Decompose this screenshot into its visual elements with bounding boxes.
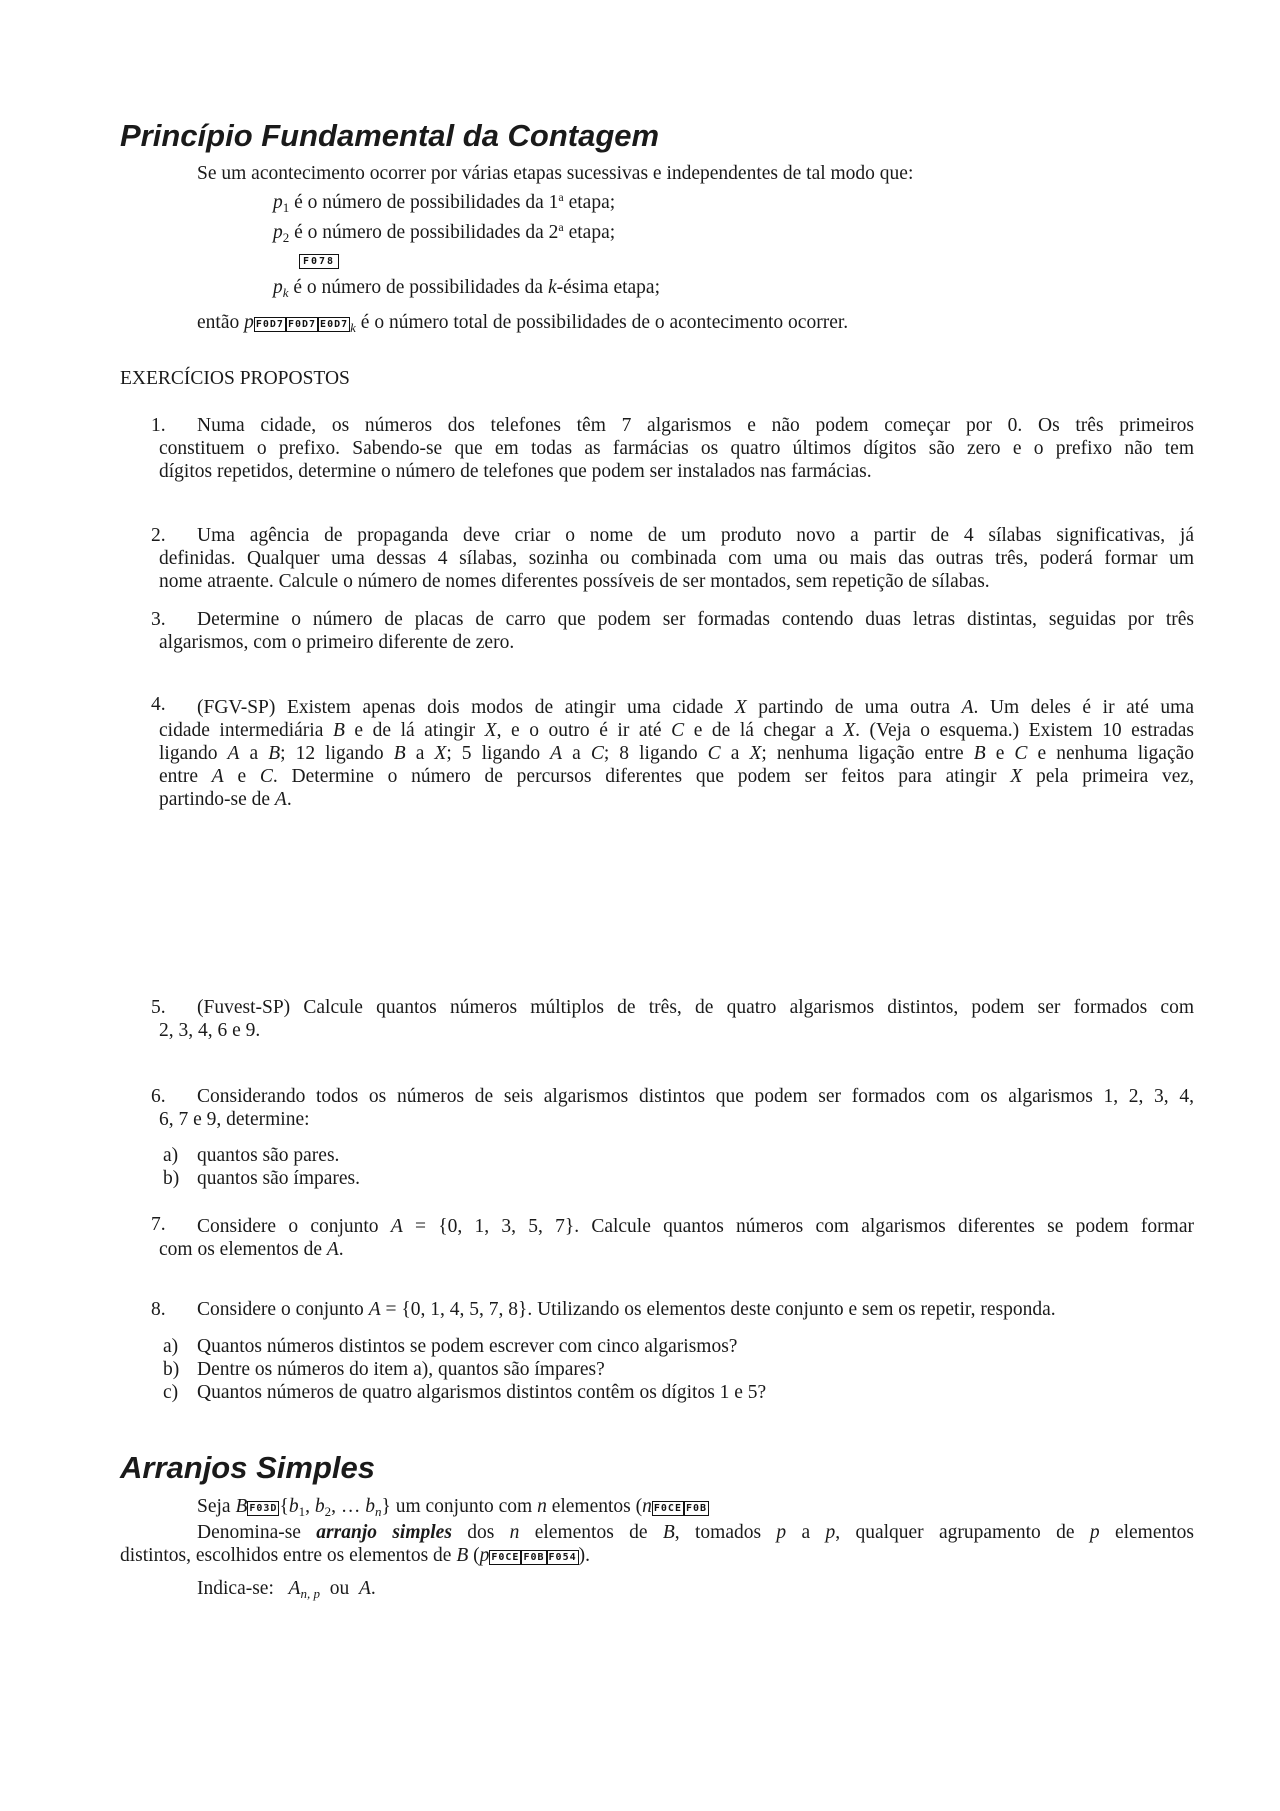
question-4: (FGV-SP) Existem apenas dois modos de atingir uma cidade X partindo de uma outra A. Um deles é ir até uma cidade intermediária B e de lá atingir X, e o outro é ir até C e de lá chegar a X. (Veja o esquema.) Existem 10 estradas ligando A a B; 12 ligando B a X; 5 ligando A a C; 8 ligando C a X; nenhuma ligação entre B e C e nenhuma ligação entre A e C. Determine o número de percursos diferentes que podem ser feitos para atingir X pela primeira vez, partindo-se de A.: [159, 697, 1195, 810]
question-2: Uma agência de propaganda deve criar o nome de um produto novo a partir de 4 sílabas significativas, já definidas. Qualquer uma dessas 4 sílabas, sozinha ou combinada com uma ou mais das outras três, poderá formar um nome atraente. Calcule o número de nomes diferentes possíveis de ser montados, sem repetição de sílabas.: [159, 525, 1194, 592]
pfc-line-pk: $p_k$ é o número de possibilidades da k-ésima etapa;: [273, 277, 660, 300]
pfc-intro: Se um acontecimento ocorrer por várias etapas sucessivas e independentes de tal modo que:: [197, 163, 914, 184]
question-8-item-a: a) Quantos números distintos se podem escrever com cinco algarismos?: [163, 1336, 738, 1357]
question-number: 5.: [151, 997, 166, 1018]
arranjos-notation: Indica-se: $A_{n, p}$ ou A.: [197, 1578, 376, 1601]
question-6: Considerando todos os números de seis algarismos distintos que podem ser formados com os algarismos 1, 2, 3, 4, 6, 7 e 9, determine:: [159, 1086, 1194, 1130]
pfc-line-p1: $p_1$ é o número de possibilidades da 1$^a$ etapa;: [273, 190, 616, 215]
question-8: Considere o conjunto A = {0, 1, 4, 5, 7, 8}. Utilizando os elementos deste conjunto e sem os repetir, responda.: [197, 1299, 1056, 1320]
question-number: 3.: [151, 609, 166, 630]
section-title-arranjos: Arranjos Simples: [120, 1450, 375, 1485]
question-3: Determine o número de placas de carro que podem ser formadas contendo duas letras distintas, seguidas por três algarismos, com o primeiro diferente de zero.: [159, 609, 1194, 653]
section-title-pfc: Princípio Fundamental da Contagem: [120, 118, 660, 153]
question-1: Numa cidade, os números dos telefones têm 7 algarismos e não podem começar por 0. Os três primeiros constituem o prefixo. Sabendo-se que em todas as farmácias os quatro últimos dígitos são zero e o prefixo não tem dígitos repetidos, determine o número de telefones que podem ser instalados nas farmácias.: [159, 415, 1194, 482]
question-number: 2.: [151, 525, 166, 546]
arranjos-definition: Denomina-se arranjo simples dos n elementos de B, tomados p a p, qualquer agrupamento de p elementos distintos, escolhidos entre os elementos de B (p F0CE F0B F054 ).: [120, 1522, 1194, 1566]
pfc-line-p2: $p_2$ é o número de possibilidades da 2$^a$ etapa;: [273, 220, 616, 245]
question-8-item-c: c) Quantos números de quatro algarismos distintos contêm os dígitos 1 e 5?: [163, 1382, 767, 1403]
question-number: 6.: [151, 1086, 166, 1107]
question-8-item-b: b) Dentre os números do item a), quantos são ímpares?: [163, 1359, 605, 1380]
question-6-item-b: b) quantos são ímpares.: [163, 1168, 361, 1189]
question-number: 8.: [151, 1299, 166, 1320]
arranjos-seja: Seja B F03D {$b_1$, $b_2$, … $b_n$} um conjunto com n elementos (n F0CE F0B: [197, 1496, 708, 1519]
question-6-item-a: a) quantos são pares.: [163, 1145, 340, 1166]
question-number: 4.: [151, 694, 166, 715]
question-5: (Fuvest-SP) Calcule quantos números múltiplos de três, de quatro algarismos distintos, podem ser formados com 2, 3, 4, 6 e 9.: [159, 997, 1194, 1041]
question-number: 7.: [151, 1214, 166, 1235]
question-7: Considere o conjunto A = {0, 1, 3, 5, 7}. Calcule quantos números com algarismos diferentes se podem formar com os elementos de A.: [159, 1216, 1194, 1260]
ellipsis-glyph-box: F078: [299, 252, 339, 270]
exercicios-heading: EXERCÍCIOS PROPOSTOS: [120, 368, 350, 389]
question-number: 1.: [151, 415, 166, 436]
pfc-conclusion: então p F0D7 F0D7 E0D7 $_k$ é o número total de possibilidades de o acontecimento ocorrer.: [197, 312, 849, 335]
